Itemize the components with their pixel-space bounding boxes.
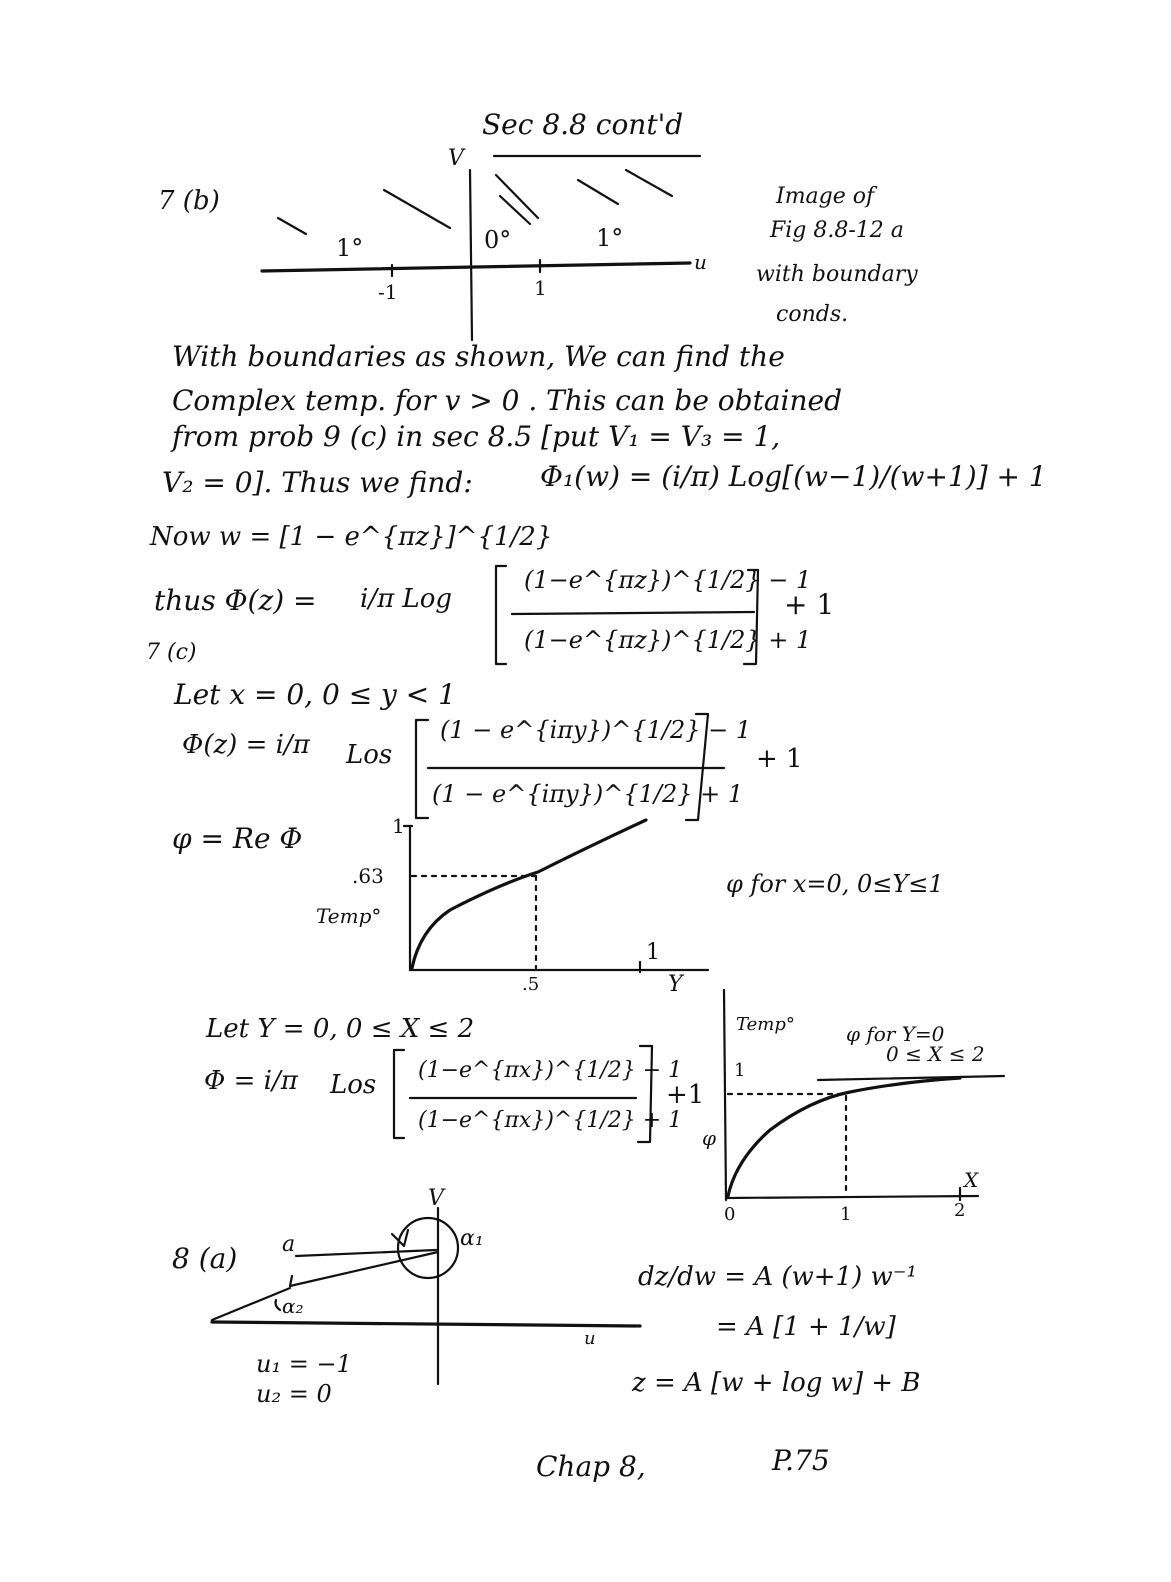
alpha1-circle (398, 1218, 458, 1278)
caption-line: conds. (776, 302, 849, 327)
part-8a-label: 8 (a) (172, 1242, 238, 1275)
thus-los: i/π Log (360, 584, 452, 614)
phi1-formula: Φ₁(w) = (i/π) Log[(w−1)/(w+1)] + 1 (540, 460, 1047, 493)
equation-dzdw: dz/dw = A (w+1) w⁻¹ (638, 1262, 917, 1292)
thus-denominator: (1−e^{πz})^{1/2} + 1 (524, 626, 812, 654)
axis-label-v-8a: V (428, 1186, 444, 1211)
tail-7c: + 1 (756, 744, 803, 774)
graph2-x-zero-label: 0 (724, 1204, 736, 1225)
graph2-phi-axis-label: φ (702, 1126, 717, 1150)
label-alpha2: α₂ (282, 1294, 304, 1318)
caption-line: Fig 8.8-12 a (770, 218, 904, 243)
part-7c-label: 7 (c) (146, 640, 197, 665)
graph1-x-mark-label: .5 (522, 974, 540, 995)
thus-label: thus Φ(z) = (154, 584, 317, 617)
graph1-y-axis-label: Temp° (316, 904, 382, 928)
graph1-caption: φ for x=0, 0≤Y≤1 (726, 870, 944, 898)
equation-expanded: = A [1 + 1/w] (716, 1312, 896, 1342)
section-title: Sec 8.8 cont'd (482, 108, 684, 141)
graph2-x-two-label: 2 (954, 1200, 966, 1221)
chapter-label: Chap 8, (536, 1450, 646, 1483)
graph1-y-top-label: 1 (392, 814, 405, 838)
los-7d: Los (330, 1070, 377, 1100)
los-7c: Los (346, 740, 393, 770)
graph2-caption-line2: 0 ≤ X ≤ 2 (886, 1042, 985, 1066)
text-line: from prob 9 (c) in sec 8.5 [put V₁ = V₃ = 1, (172, 420, 781, 453)
thus-tail: + 1 (784, 588, 835, 621)
graph2-caption-line1: φ for Y=0 (846, 1022, 945, 1046)
axis-label-u: u (694, 250, 707, 274)
tick-label-neg1: -1 (378, 280, 398, 304)
caption-line: Image of (776, 184, 875, 209)
boundary-temp-right: 1° (596, 224, 624, 252)
now-line: Now w = [1 − e^{πz}]^{1/2} (150, 522, 553, 552)
let-line-7d: Let Y = 0, 0 ≤ X ≤ 2 (206, 1014, 475, 1044)
graph2-y-one-label: 1 (734, 1060, 746, 1081)
label-a: a (282, 1232, 296, 1257)
boundary-lower (212, 1288, 290, 1320)
denominator-7c: (1 − e^{iπy})^{1/2} + 1 (432, 780, 744, 808)
boundary-upper (296, 1250, 436, 1256)
caption-line: with boundary (756, 262, 918, 287)
denominator-7d: (1−e^{πx})^{1/2} + 1 (418, 1108, 683, 1133)
equation-z: z = A [w + log w] + B (632, 1368, 921, 1398)
text-line: Complex temp. for v > 0 . This can be obtained (172, 384, 843, 417)
numerator-7d: (1−e^{πx})^{1/2} − 1 (418, 1058, 683, 1083)
boundary-slant (290, 1252, 438, 1286)
graph2-x-axis-label: X (964, 1168, 979, 1192)
boundary-temp-middle: 0° (484, 226, 512, 254)
u-axis-8a (212, 1322, 640, 1326)
graph1-y-mark-label: .63 (352, 864, 384, 888)
let-line-7c: Let x = 0, 0 ≤ y < 1 (174, 678, 456, 711)
thus-numerator: (1−e^{πz})^{1/2} − 1 (524, 566, 812, 594)
alpha2-arc (276, 1300, 281, 1310)
axis-label-u-8a: u (584, 1328, 596, 1349)
graph1-x-end-label: 1 (646, 940, 660, 965)
graph2-x-one-label: 1 (840, 1204, 852, 1225)
phi-label-7d: Φ = i/π (204, 1066, 298, 1096)
re-phi-line: φ = Re Φ (172, 822, 303, 855)
label-alpha1: α₁ (460, 1226, 484, 1251)
text-line: V₂ = 0]. Thus we find: (162, 466, 473, 499)
page-number: P.75 (772, 1444, 830, 1477)
numerator-7c: (1 − e^{iπy})^{1/2} − 1 (440, 716, 752, 744)
axis-label-v: V (448, 146, 464, 171)
boundary-temp-left: 1° (336, 234, 364, 262)
label-u1: u₁ = −1 (256, 1350, 352, 1378)
text-line: With boundaries as shown, We can find the (172, 340, 785, 373)
label-u2: u₂ = 0 (256, 1380, 332, 1408)
graph2-y-label: Temp° (736, 1014, 795, 1035)
problem-7b-label: 7 (b) (158, 186, 220, 216)
graph1-x-axis-label: Y (668, 972, 683, 997)
tick-label-1: 1 (534, 276, 547, 300)
phi-label-7c: Φ(z) = i/π (182, 730, 310, 760)
tail-7d: +1 (666, 1080, 705, 1110)
